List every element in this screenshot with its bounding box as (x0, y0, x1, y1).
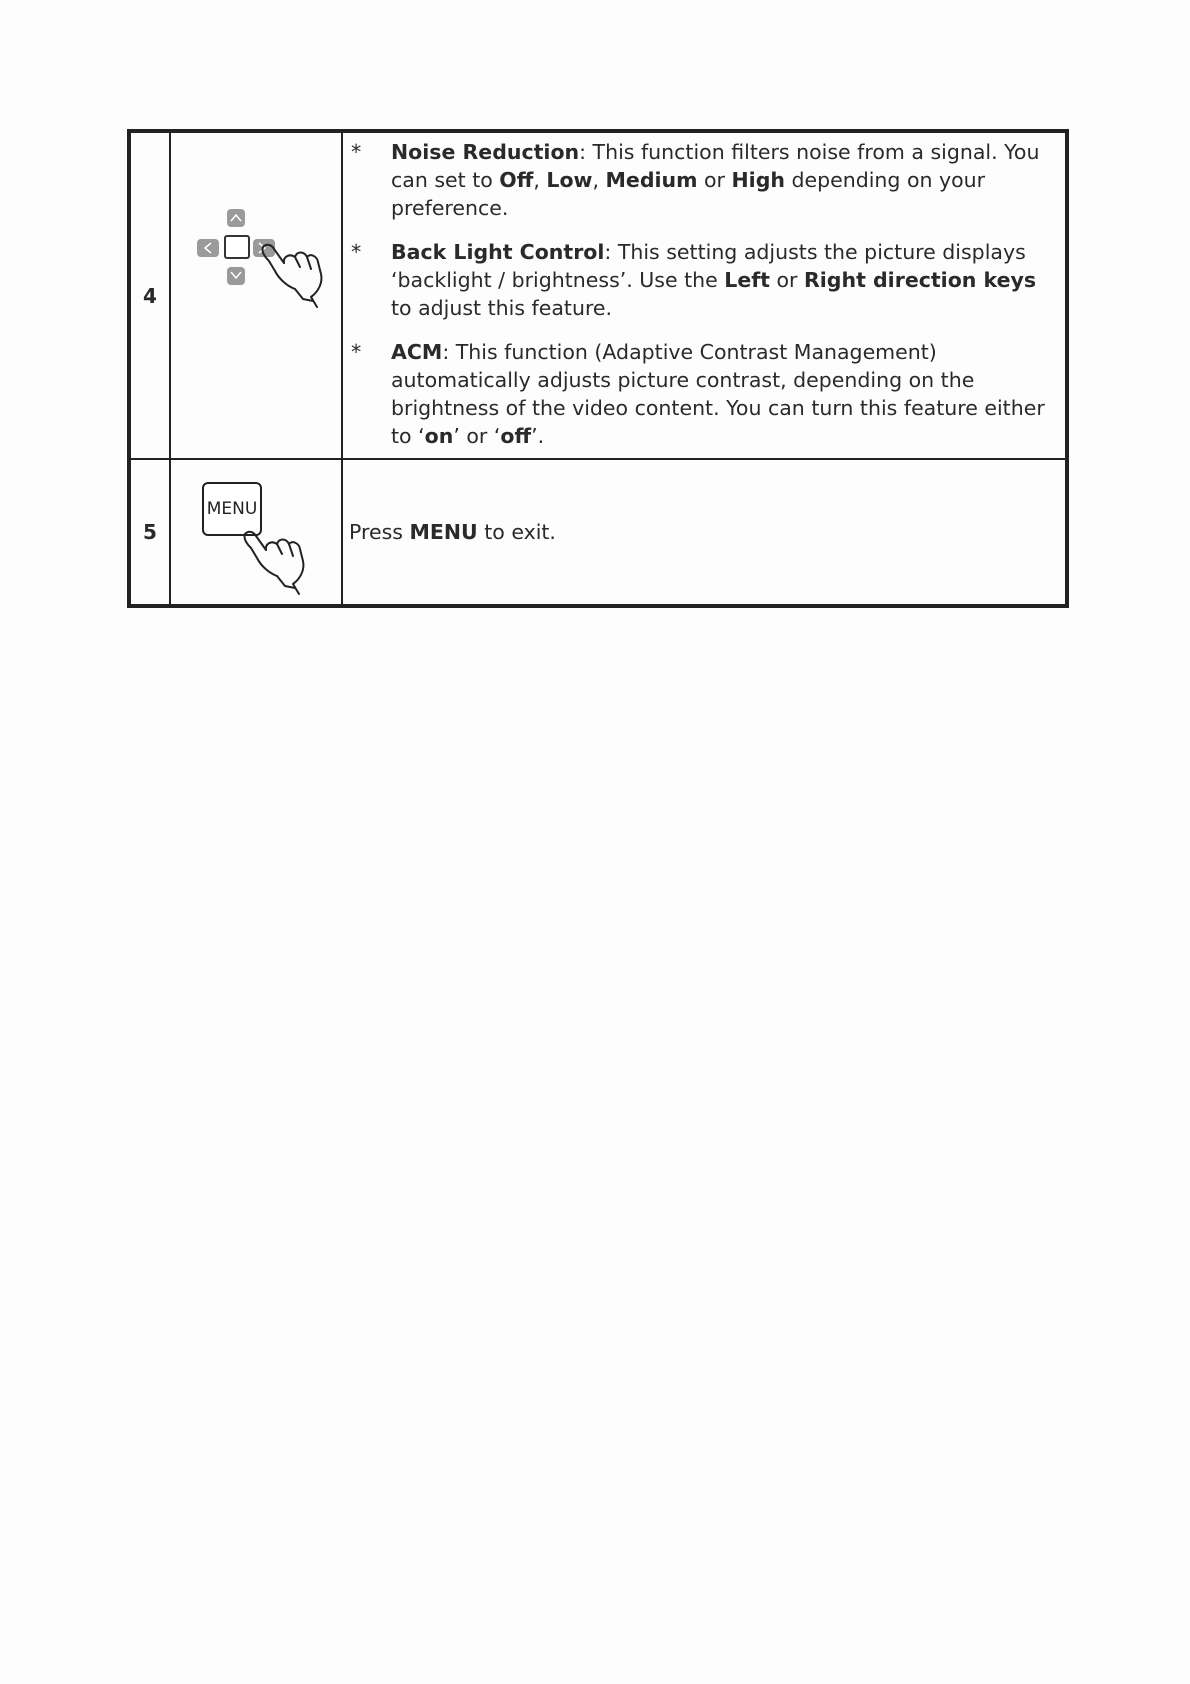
bullet-marker: * (351, 340, 362, 364)
text-run: : This setting adjusts the picture displays ‘backlight / brightness’. Use the (391, 240, 1026, 292)
text-run: or (769, 268, 804, 292)
key-menu: MENU (409, 520, 478, 544)
text-run: : This function filters noise from a signal. You can set to (391, 140, 1040, 192)
term: Noise Reduction (391, 140, 580, 164)
term: ACM (391, 340, 443, 364)
bullet-back-light-control (349, 238, 1055, 322)
key-left: Left (724, 268, 770, 292)
option-low: Low (546, 168, 593, 192)
step-row-5 (131, 458, 1065, 604)
step-number: 4 (131, 133, 171, 458)
description-cell (343, 460, 1065, 604)
bullet-acm (349, 338, 1055, 450)
option-high: High (731, 168, 785, 192)
text-run: or (697, 168, 732, 192)
description-cell (343, 133, 1065, 458)
bullet-noise-reduction (349, 138, 1055, 222)
press-menu-text (349, 518, 556, 546)
option-off: Off (499, 168, 534, 192)
menu-key-label: MENU (206, 499, 258, 519)
text-run: ’. (531, 424, 545, 448)
option-medium: Medium (605, 168, 698, 192)
icon-cell (171, 460, 343, 604)
bullet-marker: * (351, 240, 362, 264)
text-run: ’ or ‘ (453, 424, 501, 448)
text-run: to exit. (477, 520, 556, 544)
bullet-text (391, 138, 1055, 222)
option-off: off (500, 424, 532, 448)
bullet-marker: * (351, 140, 362, 164)
steps-table (127, 129, 1069, 608)
option-on: on (424, 424, 454, 448)
text-run: , (533, 168, 547, 192)
text-run: depending on your preference. (391, 168, 986, 220)
key-right-direction: Right direction keys (803, 268, 1037, 292)
text-run: , (592, 168, 606, 192)
text-run: : This function (Adaptive Contrast Management) automatically adjusts picture contrast, depending on the brightness of the video content. You can turn this feature either to ‘ (391, 340, 1045, 448)
bullet-text (391, 238, 1055, 322)
text-run: to adjust this feature. (391, 296, 613, 320)
term: Back Light Control (391, 240, 605, 264)
menu-button-press-icon (171, 460, 343, 606)
text-run: Press (349, 520, 410, 544)
bullet-text (391, 338, 1055, 450)
directional-pad-press-right-icon (171, 133, 343, 458)
icon-cell (171, 133, 343, 458)
step-row-4 (131, 133, 1065, 458)
step-number: 5 (131, 460, 171, 604)
